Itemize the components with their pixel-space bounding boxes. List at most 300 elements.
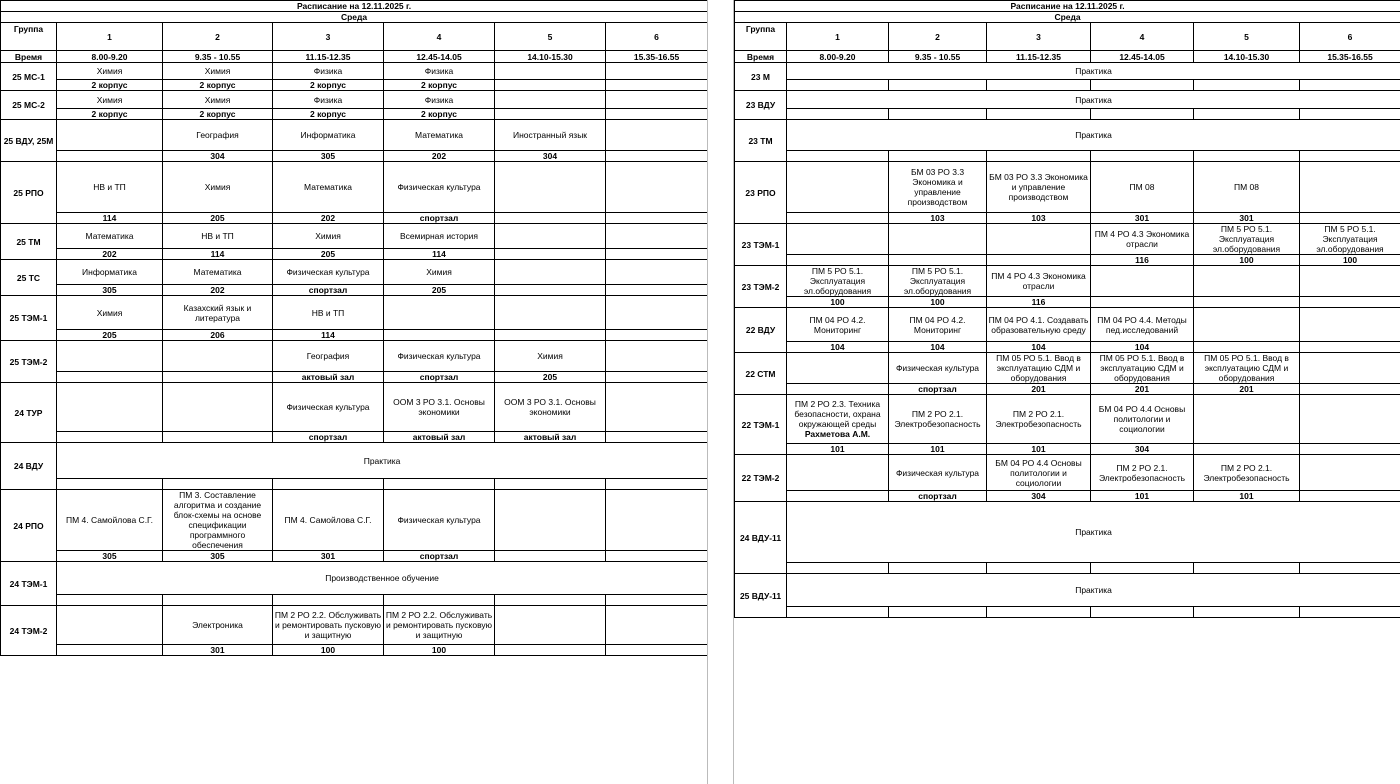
group-row bbox=[735, 162, 1400, 213]
room-row bbox=[1, 213, 708, 224]
room-cell: 116 bbox=[987, 297, 1091, 308]
group-row bbox=[735, 224, 1400, 255]
room-cell: 205 bbox=[163, 213, 273, 224]
sheet-separator bbox=[707, 0, 734, 784]
group-name: 25 ВДУ, 25М bbox=[1, 120, 57, 162]
room-cell bbox=[1300, 607, 1400, 618]
room-cell: 100 bbox=[1300, 255, 1400, 266]
lesson-text: Математика bbox=[193, 267, 242, 277]
lesson-cell bbox=[495, 224, 606, 249]
lesson-text: Информатика bbox=[82, 267, 137, 277]
group-row bbox=[1, 260, 708, 285]
room-row bbox=[735, 109, 1400, 120]
lesson-cell bbox=[987, 455, 1091, 491]
lesson-text: Физика bbox=[424, 94, 454, 105]
room-cell: 2 корпус bbox=[273, 109, 384, 120]
lesson-text: НВ и ТП bbox=[311, 307, 345, 318]
lesson-cell bbox=[1091, 395, 1194, 444]
group-row bbox=[735, 120, 1400, 151]
room-cell bbox=[57, 432, 163, 443]
lesson-cell bbox=[1300, 455, 1400, 491]
schedule-title: Расписание на 12.11.2025 г. bbox=[735, 1, 1400, 12]
lesson-text: Физическая культура bbox=[895, 467, 980, 478]
lesson-cell bbox=[787, 455, 889, 491]
lesson-cell bbox=[987, 266, 1091, 297]
lesson-text: Математика bbox=[85, 231, 134, 241]
group-name: 23 ТЭМ-2 bbox=[735, 266, 787, 308]
room-cell: спортзал bbox=[273, 432, 384, 443]
lesson-cell bbox=[787, 224, 889, 255]
lesson-cell bbox=[57, 224, 163, 249]
room-cell bbox=[495, 213, 606, 224]
lesson-cell bbox=[273, 606, 384, 645]
lesson-text: ООМ 3 РО 3.1. Основы экономики bbox=[393, 397, 485, 417]
teacher-name: Рахметова А.М. bbox=[804, 429, 871, 439]
lesson-text: Всемирная история bbox=[400, 231, 478, 241]
room-cell bbox=[495, 80, 606, 91]
lesson-cell bbox=[495, 63, 606, 80]
room-cell: 202 bbox=[384, 151, 495, 162]
pair-number: 5 bbox=[495, 23, 606, 51]
lesson-cell bbox=[273, 296, 384, 330]
room-cell bbox=[889, 151, 987, 162]
room-cell: актовый зал bbox=[273, 372, 384, 383]
pair-time: 12.45-14.05 bbox=[1091, 51, 1194, 63]
room-cell bbox=[606, 479, 708, 490]
lesson-cell bbox=[1091, 162, 1194, 213]
lesson-cell bbox=[787, 162, 889, 213]
pair-time: 14.10-15.30 bbox=[1194, 51, 1300, 63]
pair-number: 6 bbox=[1300, 23, 1400, 51]
lesson-cell bbox=[1300, 395, 1400, 444]
group-name: 25 МС-1 bbox=[1, 63, 57, 91]
room-cell bbox=[495, 479, 606, 490]
room-cell: 2 корпус bbox=[57, 80, 163, 91]
room-cell bbox=[606, 109, 708, 120]
group-name: 24 ТЭМ-1 bbox=[1, 562, 57, 606]
lesson-span: Практика bbox=[787, 502, 1400, 563]
lesson-cell bbox=[273, 260, 384, 285]
lesson-cell bbox=[606, 490, 708, 551]
group-name: 24 ВДУ bbox=[1, 443, 57, 490]
room-cell bbox=[1091, 563, 1194, 574]
room-cell bbox=[1091, 607, 1194, 618]
room-cell: спортзал bbox=[889, 384, 987, 395]
lesson-text: ПМ 04 РО 4.1. Создавать образовательную среду bbox=[988, 314, 1089, 335]
room-cell bbox=[273, 595, 384, 606]
room-cell bbox=[787, 109, 889, 120]
time-header: Время bbox=[1, 51, 57, 63]
room-cell bbox=[57, 479, 163, 490]
group-name: 25 ТЭМ-1 bbox=[1, 296, 57, 341]
lesson-span: Производственное обучение bbox=[57, 562, 708, 595]
lesson-text: Электроника bbox=[192, 620, 243, 630]
pair-time: 9.35 - 10.55 bbox=[889, 51, 987, 63]
lesson-text: ПМ 2 РО 2.1. Электробезопасность bbox=[995, 409, 1082, 429]
pair-time: 8.00-9.20 bbox=[57, 51, 163, 63]
room-cell: 301 bbox=[273, 551, 384, 562]
room-cell bbox=[1091, 80, 1194, 91]
room-row bbox=[1, 432, 708, 443]
room-cell bbox=[606, 372, 708, 383]
lesson-text: БМ 03 РО 3.3 Экономика и управление производством bbox=[989, 172, 1088, 202]
room-cell: 305 bbox=[273, 151, 384, 162]
room-row bbox=[735, 491, 1400, 502]
lesson-cell bbox=[495, 383, 606, 432]
lesson-cell bbox=[495, 91, 606, 109]
room-row bbox=[1, 151, 708, 162]
group-name: 25 ТС bbox=[1, 260, 57, 296]
group-name: 23 ТМ bbox=[735, 120, 787, 162]
room-cell: 305 bbox=[57, 551, 163, 562]
room-cell: 101 bbox=[1091, 491, 1194, 502]
room-cell bbox=[495, 551, 606, 562]
room-cell: 304 bbox=[495, 151, 606, 162]
group-row bbox=[735, 308, 1400, 342]
lesson-cell bbox=[273, 91, 384, 109]
pair-number: 2 bbox=[889, 23, 987, 51]
pair-time: 9.35 - 10.55 bbox=[163, 51, 273, 63]
lesson-cell bbox=[1300, 266, 1400, 297]
lesson-cell bbox=[57, 260, 163, 285]
lesson-text: Физическая культура bbox=[397, 351, 481, 361]
room-cell: 202 bbox=[163, 285, 273, 296]
lesson-text: ПМ 08 bbox=[1129, 182, 1155, 192]
room-cell: 2 корпус bbox=[384, 109, 495, 120]
lesson-text: ПМ 05 РО 5.1. Ввод в эксплуатацию СДМ и оборудования bbox=[1204, 353, 1289, 383]
room-cell bbox=[787, 607, 889, 618]
lesson-text: Химия bbox=[315, 231, 341, 241]
day-name: Среда bbox=[1, 12, 708, 23]
room-cell: 305 bbox=[57, 285, 163, 296]
room-cell: 2 корпус bbox=[273, 80, 384, 91]
room-cell bbox=[163, 432, 273, 443]
group-name: 22 ВДУ bbox=[735, 308, 787, 353]
room-cell bbox=[889, 80, 987, 91]
room-cell bbox=[1194, 80, 1300, 91]
room-cell: 301 bbox=[163, 645, 273, 656]
room-cell bbox=[606, 151, 708, 162]
lesson-cell bbox=[384, 63, 495, 80]
room-cell bbox=[1194, 342, 1300, 353]
lesson-text: Химия bbox=[537, 351, 563, 361]
room-cell: 205 bbox=[495, 372, 606, 383]
group-row bbox=[1, 162, 708, 213]
lesson-cell bbox=[163, 341, 273, 372]
lesson-cell bbox=[384, 606, 495, 645]
lesson-text: Физика bbox=[424, 66, 454, 76]
room-row bbox=[1, 595, 708, 606]
day-name: Среда bbox=[735, 12, 1400, 23]
room-cell: 305 bbox=[163, 551, 273, 562]
lesson-cell bbox=[889, 455, 987, 491]
room-row bbox=[1, 645, 708, 656]
group-row bbox=[735, 266, 1400, 297]
room-cell bbox=[889, 109, 987, 120]
lesson-text: Химия bbox=[204, 182, 231, 192]
room-cell bbox=[163, 372, 273, 383]
room-cell: спортзал bbox=[889, 491, 987, 502]
room-cell bbox=[1091, 109, 1194, 120]
room-cell bbox=[163, 479, 273, 490]
lesson-text: ПМ 4. Самойлова С.Г. bbox=[284, 515, 372, 525]
room-cell: 114 bbox=[57, 213, 163, 224]
lesson-cell bbox=[1091, 353, 1194, 384]
room-cell: 301 bbox=[1194, 213, 1300, 224]
room-cell bbox=[987, 151, 1091, 162]
lesson-cell bbox=[606, 296, 708, 330]
room-cell: спортзал bbox=[384, 213, 495, 224]
room-cell: 201 bbox=[1194, 384, 1300, 395]
lesson-cell bbox=[57, 63, 163, 80]
lesson-text: Химия bbox=[96, 66, 123, 76]
lesson-cell bbox=[163, 490, 273, 551]
lesson-cell bbox=[57, 162, 163, 213]
room-row bbox=[1, 330, 708, 341]
room-cell bbox=[787, 151, 889, 162]
lesson-text: Химия bbox=[426, 267, 452, 277]
room-cell: 100 bbox=[787, 297, 889, 308]
room-cell bbox=[787, 491, 889, 502]
group-row bbox=[1, 443, 708, 479]
room-cell bbox=[495, 330, 606, 341]
schedule-sheet-left bbox=[0, 0, 707, 656]
room-cell: 2 корпус bbox=[57, 109, 163, 120]
lesson-text: ООМ 3 РО 3.1. Основы экономики bbox=[504, 397, 596, 417]
room-cell bbox=[1300, 213, 1400, 224]
schedule-table-right bbox=[734, 0, 1400, 618]
lesson-text: ПМ 2 РО 2.2. Обслуживать и ремонтировать пусковую и защитную bbox=[385, 610, 493, 640]
lesson-cell bbox=[606, 162, 708, 213]
room-cell bbox=[495, 285, 606, 296]
room-cell: 2 корпус bbox=[163, 80, 273, 91]
pair-number: 3 bbox=[273, 23, 384, 51]
lesson-text: ПМ 2 РО 2.1. Электробезопасность bbox=[1203, 462, 1290, 483]
room-row bbox=[1, 479, 708, 490]
lesson-cell bbox=[384, 120, 495, 151]
lesson-text: География bbox=[306, 351, 350, 361]
room-cell: 2 корпус bbox=[163, 109, 273, 120]
room-cell bbox=[57, 645, 163, 656]
lesson-cell bbox=[384, 490, 495, 551]
group-row bbox=[1, 120, 708, 151]
room-cell bbox=[606, 213, 708, 224]
pair-time: 12.45-14.05 bbox=[384, 51, 495, 63]
lesson-cell bbox=[1091, 308, 1194, 342]
group-name: 25 ТЭМ-2 bbox=[1, 341, 57, 383]
lesson-cell bbox=[606, 383, 708, 432]
lesson-text: ПМ 05 РО 5.1. Ввод в эксплуатацию СДМ и оборудования bbox=[996, 353, 1081, 383]
room-cell bbox=[606, 645, 708, 656]
room-cell bbox=[889, 563, 987, 574]
lesson-cell bbox=[163, 120, 273, 151]
group-name: 25 МС-2 bbox=[1, 91, 57, 120]
room-cell: 304 bbox=[163, 151, 273, 162]
lesson-cell bbox=[384, 91, 495, 109]
lesson-cell bbox=[606, 224, 708, 249]
room-cell bbox=[987, 109, 1091, 120]
room-cell: 301 bbox=[1091, 213, 1194, 224]
lesson-cell bbox=[163, 63, 273, 80]
lesson-cell bbox=[889, 308, 987, 342]
lesson-text: ПМ 05 РО 5.1. Ввод в эксплуатацию СДМ и оборудования bbox=[1099, 353, 1185, 383]
group-header: Группа bbox=[735, 23, 787, 51]
group-row bbox=[1, 63, 708, 80]
lesson-cell bbox=[273, 490, 384, 551]
group-name: 22 ТЭМ-1 bbox=[735, 395, 787, 455]
lesson-text: БМ 04 РО 4.4 Основы политологии и социологии bbox=[1098, 404, 1186, 434]
room-row bbox=[735, 255, 1400, 266]
lesson-cell bbox=[163, 260, 273, 285]
room-row bbox=[735, 80, 1400, 91]
lesson-text: БМ 03 РО 3.3 Экономика и управление производством bbox=[907, 167, 968, 207]
room-cell bbox=[57, 372, 163, 383]
room-cell bbox=[384, 479, 495, 490]
group-row bbox=[735, 91, 1400, 109]
group-name: 22 ТЭМ-2 bbox=[735, 455, 787, 502]
room-cell: 202 bbox=[57, 249, 163, 260]
group-row bbox=[735, 63, 1400, 80]
lesson-text: Химия bbox=[96, 94, 123, 105]
room-cell: 103 bbox=[889, 213, 987, 224]
lesson-text: Физическая культура bbox=[895, 363, 980, 373]
group-row bbox=[1, 490, 708, 551]
room-cell bbox=[1300, 384, 1400, 395]
room-row bbox=[735, 213, 1400, 224]
lesson-text: НВ и ТП bbox=[93, 182, 126, 192]
schedule-sheet-right bbox=[734, 0, 1400, 618]
pair-number: 1 bbox=[57, 23, 163, 51]
lesson-cell bbox=[987, 224, 1091, 255]
pair-time: 11.15-12.35 bbox=[987, 51, 1091, 63]
room-cell bbox=[889, 255, 987, 266]
group-row bbox=[1, 383, 708, 432]
room-row bbox=[1, 372, 708, 383]
lesson-cell bbox=[384, 260, 495, 285]
room-row bbox=[735, 297, 1400, 308]
lesson-text: ПМ 4 РО 4.3 Экономика отрасли bbox=[1094, 229, 1190, 249]
lesson-cell bbox=[1194, 308, 1300, 342]
room-cell bbox=[787, 213, 889, 224]
room-cell: 116 bbox=[1091, 255, 1194, 266]
room-cell bbox=[495, 109, 606, 120]
room-cell: 205 bbox=[384, 285, 495, 296]
room-cell bbox=[57, 151, 163, 162]
room-row bbox=[1, 249, 708, 260]
lesson-cell bbox=[495, 120, 606, 151]
lesson-text: География bbox=[196, 130, 239, 140]
room-cell: 101 bbox=[987, 444, 1091, 455]
lesson-cell bbox=[1300, 224, 1400, 255]
lesson-cell bbox=[1194, 455, 1300, 491]
room-cell: 2 корпус bbox=[384, 80, 495, 91]
pair-time: 15.35-16.55 bbox=[606, 51, 708, 63]
lesson-cell bbox=[606, 606, 708, 645]
lesson-cell bbox=[1300, 162, 1400, 213]
lesson-cell bbox=[273, 224, 384, 249]
group-name: 24 РПО bbox=[1, 490, 57, 562]
lesson-text: НВ и ТП bbox=[201, 231, 234, 241]
lesson-text: ПМ 5 РО 5.1. Эксплуатация эл.оборудования bbox=[1316, 224, 1384, 254]
group-name: 22 СТМ bbox=[735, 353, 787, 395]
lesson-cell bbox=[384, 341, 495, 372]
room-cell: 104 bbox=[787, 342, 889, 353]
room-row bbox=[735, 151, 1400, 162]
lesson-cell bbox=[987, 353, 1091, 384]
lesson-cell bbox=[163, 383, 273, 432]
room-cell bbox=[1194, 151, 1300, 162]
room-cell bbox=[1091, 297, 1194, 308]
lesson-text: ПМ 2 РО 2.3. Техника безопасности, охрана окружающей среды bbox=[794, 399, 881, 429]
room-row bbox=[735, 342, 1400, 353]
lesson-text: БМ 04 РО 4.4 Основы политологии и социологии bbox=[995, 457, 1082, 488]
group-row bbox=[735, 574, 1400, 607]
lesson-cell bbox=[787, 308, 889, 342]
lesson-cell bbox=[1300, 308, 1400, 342]
room-cell bbox=[606, 595, 708, 606]
room-row bbox=[735, 384, 1400, 395]
lesson-text: ПМ 5 РО 5.1. Эксплуатация эл.оборудования bbox=[1212, 224, 1281, 254]
pair-number: 4 bbox=[1091, 23, 1194, 51]
room-cell: 103 bbox=[987, 213, 1091, 224]
lesson-span: Практика bbox=[57, 443, 708, 479]
room-cell bbox=[1194, 607, 1300, 618]
lesson-cell bbox=[163, 296, 273, 330]
room-cell bbox=[787, 255, 889, 266]
lesson-text: ПМ 5 РО 5.1. Эксплуатация эл.оборудования bbox=[803, 266, 872, 296]
lesson-cell bbox=[787, 395, 889, 444]
room-cell bbox=[384, 330, 495, 341]
room-cell: 100 bbox=[889, 297, 987, 308]
room-cell: 104 bbox=[889, 342, 987, 353]
lesson-span: Практика bbox=[787, 91, 1400, 109]
group-name: 23 М bbox=[735, 63, 787, 91]
lesson-cell bbox=[57, 490, 163, 551]
lesson-span: Практика bbox=[787, 120, 1400, 151]
room-cell bbox=[495, 249, 606, 260]
lesson-cell bbox=[495, 490, 606, 551]
schedule-table-left bbox=[0, 0, 708, 656]
group-name: 25 ВДУ-11 bbox=[735, 574, 787, 618]
lesson-cell bbox=[163, 606, 273, 645]
room-cell: 104 bbox=[987, 342, 1091, 353]
lesson-text: ПМ 04 РО 4.2. Мониторинг bbox=[909, 314, 966, 335]
lesson-text: ПМ 4. Самойлова С.Г. bbox=[65, 515, 153, 525]
lesson-text: Казахский язык и литература bbox=[183, 302, 252, 323]
lesson-cell bbox=[495, 162, 606, 213]
room-cell bbox=[1300, 80, 1400, 91]
lesson-cell bbox=[384, 162, 495, 213]
group-row bbox=[1, 296, 708, 330]
lesson-text: ПМ 2 РО 2.1. Электробезопасность bbox=[894, 409, 981, 429]
room-cell: 101 bbox=[1194, 491, 1300, 502]
lesson-cell bbox=[1194, 162, 1300, 213]
room-cell bbox=[606, 551, 708, 562]
group-row bbox=[1, 606, 708, 645]
room-row bbox=[1, 80, 708, 91]
lesson-text: ПМ 2 РО 2.1. Электробезопасность bbox=[1098, 462, 1186, 483]
lesson-cell bbox=[57, 91, 163, 109]
pair-number: 4 bbox=[384, 23, 495, 51]
lesson-cell bbox=[889, 395, 987, 444]
schedule-title: Расписание на 12.11.2025 г. bbox=[1, 1, 708, 12]
room-cell: 206 bbox=[163, 330, 273, 341]
lesson-cell bbox=[163, 162, 273, 213]
group-row bbox=[735, 353, 1400, 384]
room-cell bbox=[1300, 109, 1400, 120]
lesson-cell bbox=[787, 266, 889, 297]
lesson-cell bbox=[1194, 353, 1300, 384]
